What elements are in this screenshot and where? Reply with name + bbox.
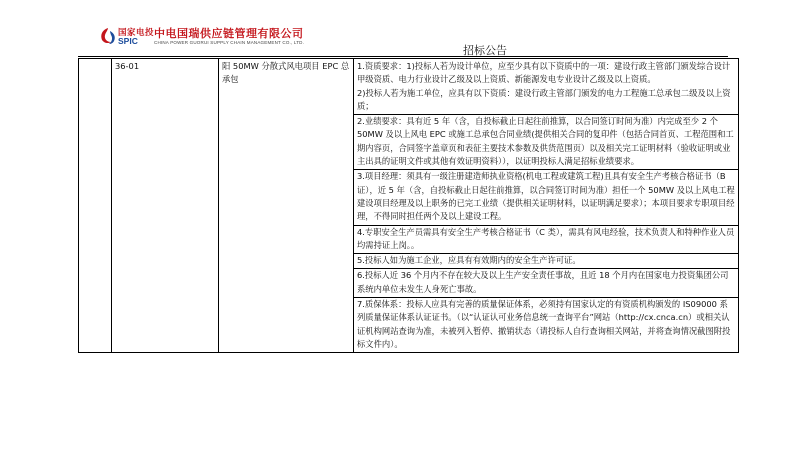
requirement-item: 5.投标人如为施工企业，应具有有效期内的安全生产许可证。 — [357, 255, 581, 266]
requirement-item: 6.投标人近 36 个月内不存在较大及以上生产安全责任事故，且近 18 个月内在国家电力投资集团公司系统内单位未发生人身死亡事故。 — [357, 270, 729, 294]
bid-requirements-table — [78, 58, 739, 353]
requirements-cell — [354, 59, 739, 353]
section-number-cell: 36-01 — [112, 59, 219, 353]
requirement-item: 2.业绩要求：具有近 5 年（含，自投标截止日起往前推算，以合同签订时间为准）内完成至少 2 个 50MW 及以上风电 EPC 或施工总承包合同业绩(提供相关合同的复印件（包括合同首页、工程范围和工期内容页，合同签字盖章页和表征主要技术参数及供货范围页）以及相关完工证明材料（验收证明或业主出具的证明文件或其他有效证明资料）），以证明投标人满足招标业绩要求。 — [357, 116, 734, 167]
header-divider — [78, 56, 728, 57]
requirement-item: 4.专职安全生产员需具有安全生产考核合格证书（C 类），需具有风电经验，技术负责人和特种作业人员均需持证上岗。。 — [357, 226, 735, 250]
row-index-cell — [79, 59, 112, 353]
company-name-cn: 中电国瑞供应链管理有限公司 — [154, 27, 304, 40]
brand-en-label: SPIC — [118, 36, 138, 46]
requirement-item: 2)投标人若为施工单位，应具有以下资质：建设行政主管部门颁发的电力工程施工总承包二级及以上资质； — [357, 87, 731, 111]
requirement-item: 1.资质要求：1)投标人若为设计单位，应至少具有以下资质中的一项：建设行政主管部门颁发综合设计甲级资质、电力行业设计乙级及以上资质、新能源发电专业设计乙级及以上资质。 — [357, 61, 731, 85]
document-header — [0, 0, 809, 60]
company-name-en: CHINA POWER GUORUI SUPPLY CHAIN MANAGEMENT CO., LTD. — [154, 40, 305, 45]
table-row — [79, 59, 739, 353]
document-title: 招标公告 — [463, 44, 507, 57]
requirement-item: 3.项目经理：须具有一级注册建造师执业资格(机电工程或建筑工程)且具有安全生产考核合格证书（B 证），近 5 年（含，自投标截止日起往前推算，以合同签订时间为准）担任一个 50MW 及以上风电工程建设项目经理及以上职务的已完工业绩（提供相关证明材料，以证明满足要求）；本项目要求专职项目经理，不得同时担任两个及以上建设工程。 — [357, 171, 735, 222]
project-name-cell: 阳 50MW 分散式风电项目 EPC 总承包 — [219, 59, 354, 353]
requirement-item: 7.质保体系：投标人应具有完善的质量保证体系，必须持有国家认定的有资质机构颁发的 IS09000 系列质量保证体系认证证书。（以“认证认可业务信息统一查询平台”网站（http://cx.cnca.cn）或相关认证机构网站查询为准，未被列入暂停、撤销状态（请投标人自行查询相关网站，并将查询情况截图附投标文件内）。 — [357, 299, 731, 349]
brand-cn-label: 国家电投 — [118, 28, 155, 38]
spic-logo-icon — [98, 27, 118, 45]
